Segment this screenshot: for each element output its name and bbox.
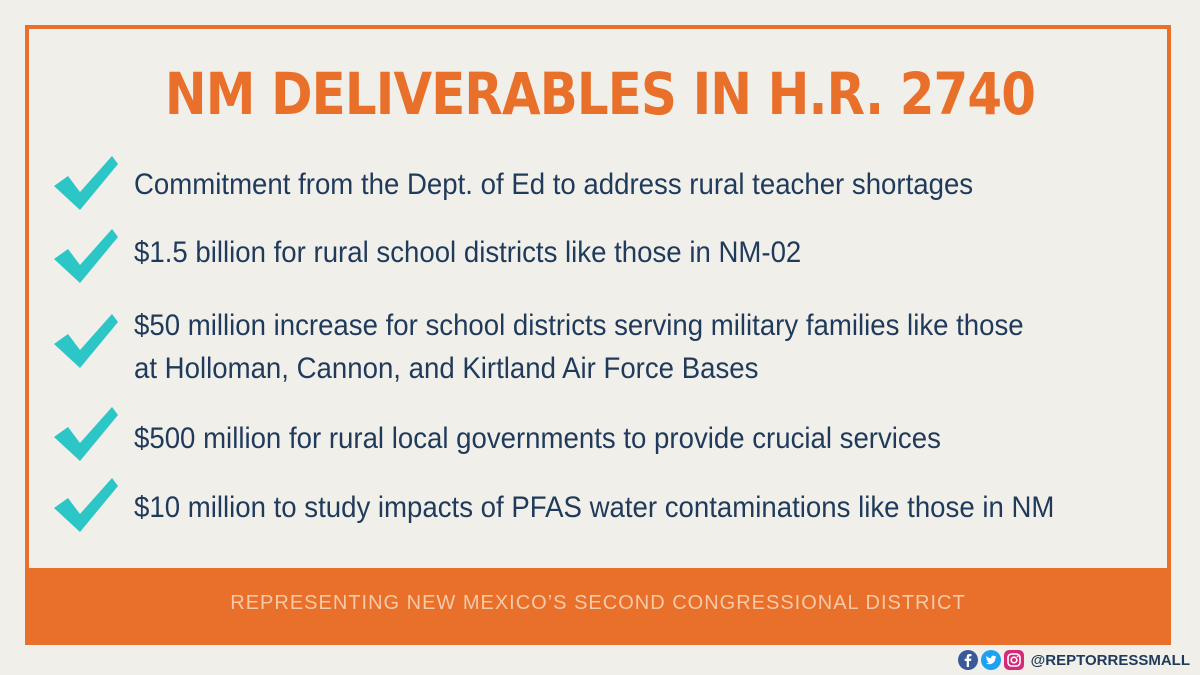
checkmark-icon xyxy=(50,474,120,536)
checkmark-icon xyxy=(50,403,120,465)
list-item-text: Commitment from the Dept. of Ed to address rural teacher shortages xyxy=(134,168,974,201)
instagram-icon[interactable] xyxy=(1004,650,1024,670)
checkmark-icon xyxy=(50,152,120,214)
social-handle[interactable]: @REPTORRESSMALL xyxy=(1030,651,1190,669)
footer-text: REPRESENTING NEW MEXICO’S SECOND CONGRESSIONAL DISTRICT xyxy=(230,592,966,614)
list-item-text: at Holloman, Cannon, and Kirtland Air Force Bases xyxy=(134,352,759,385)
footer-banner xyxy=(25,568,1171,645)
list-item-text: $50 million increase for school districts serving military families like those xyxy=(134,309,1024,342)
checkmark-icon xyxy=(50,225,120,287)
list-item-text: $10 million to study impacts of PFAS water contaminations like those in NM xyxy=(134,491,1055,524)
checkmark-icon xyxy=(50,310,120,372)
page-title: NM DELIVERABLES IN H.R. 2740 xyxy=(164,60,1036,128)
social-bar xyxy=(958,648,1190,672)
facebook-icon[interactable] xyxy=(958,650,978,670)
list-item-text: $1.5 billion for rural school districts like those in NM-02 xyxy=(134,236,802,269)
twitter-icon[interactable] xyxy=(981,650,1001,670)
list-item-text: $500 million for rural local governments to provide crucial services xyxy=(134,422,941,455)
